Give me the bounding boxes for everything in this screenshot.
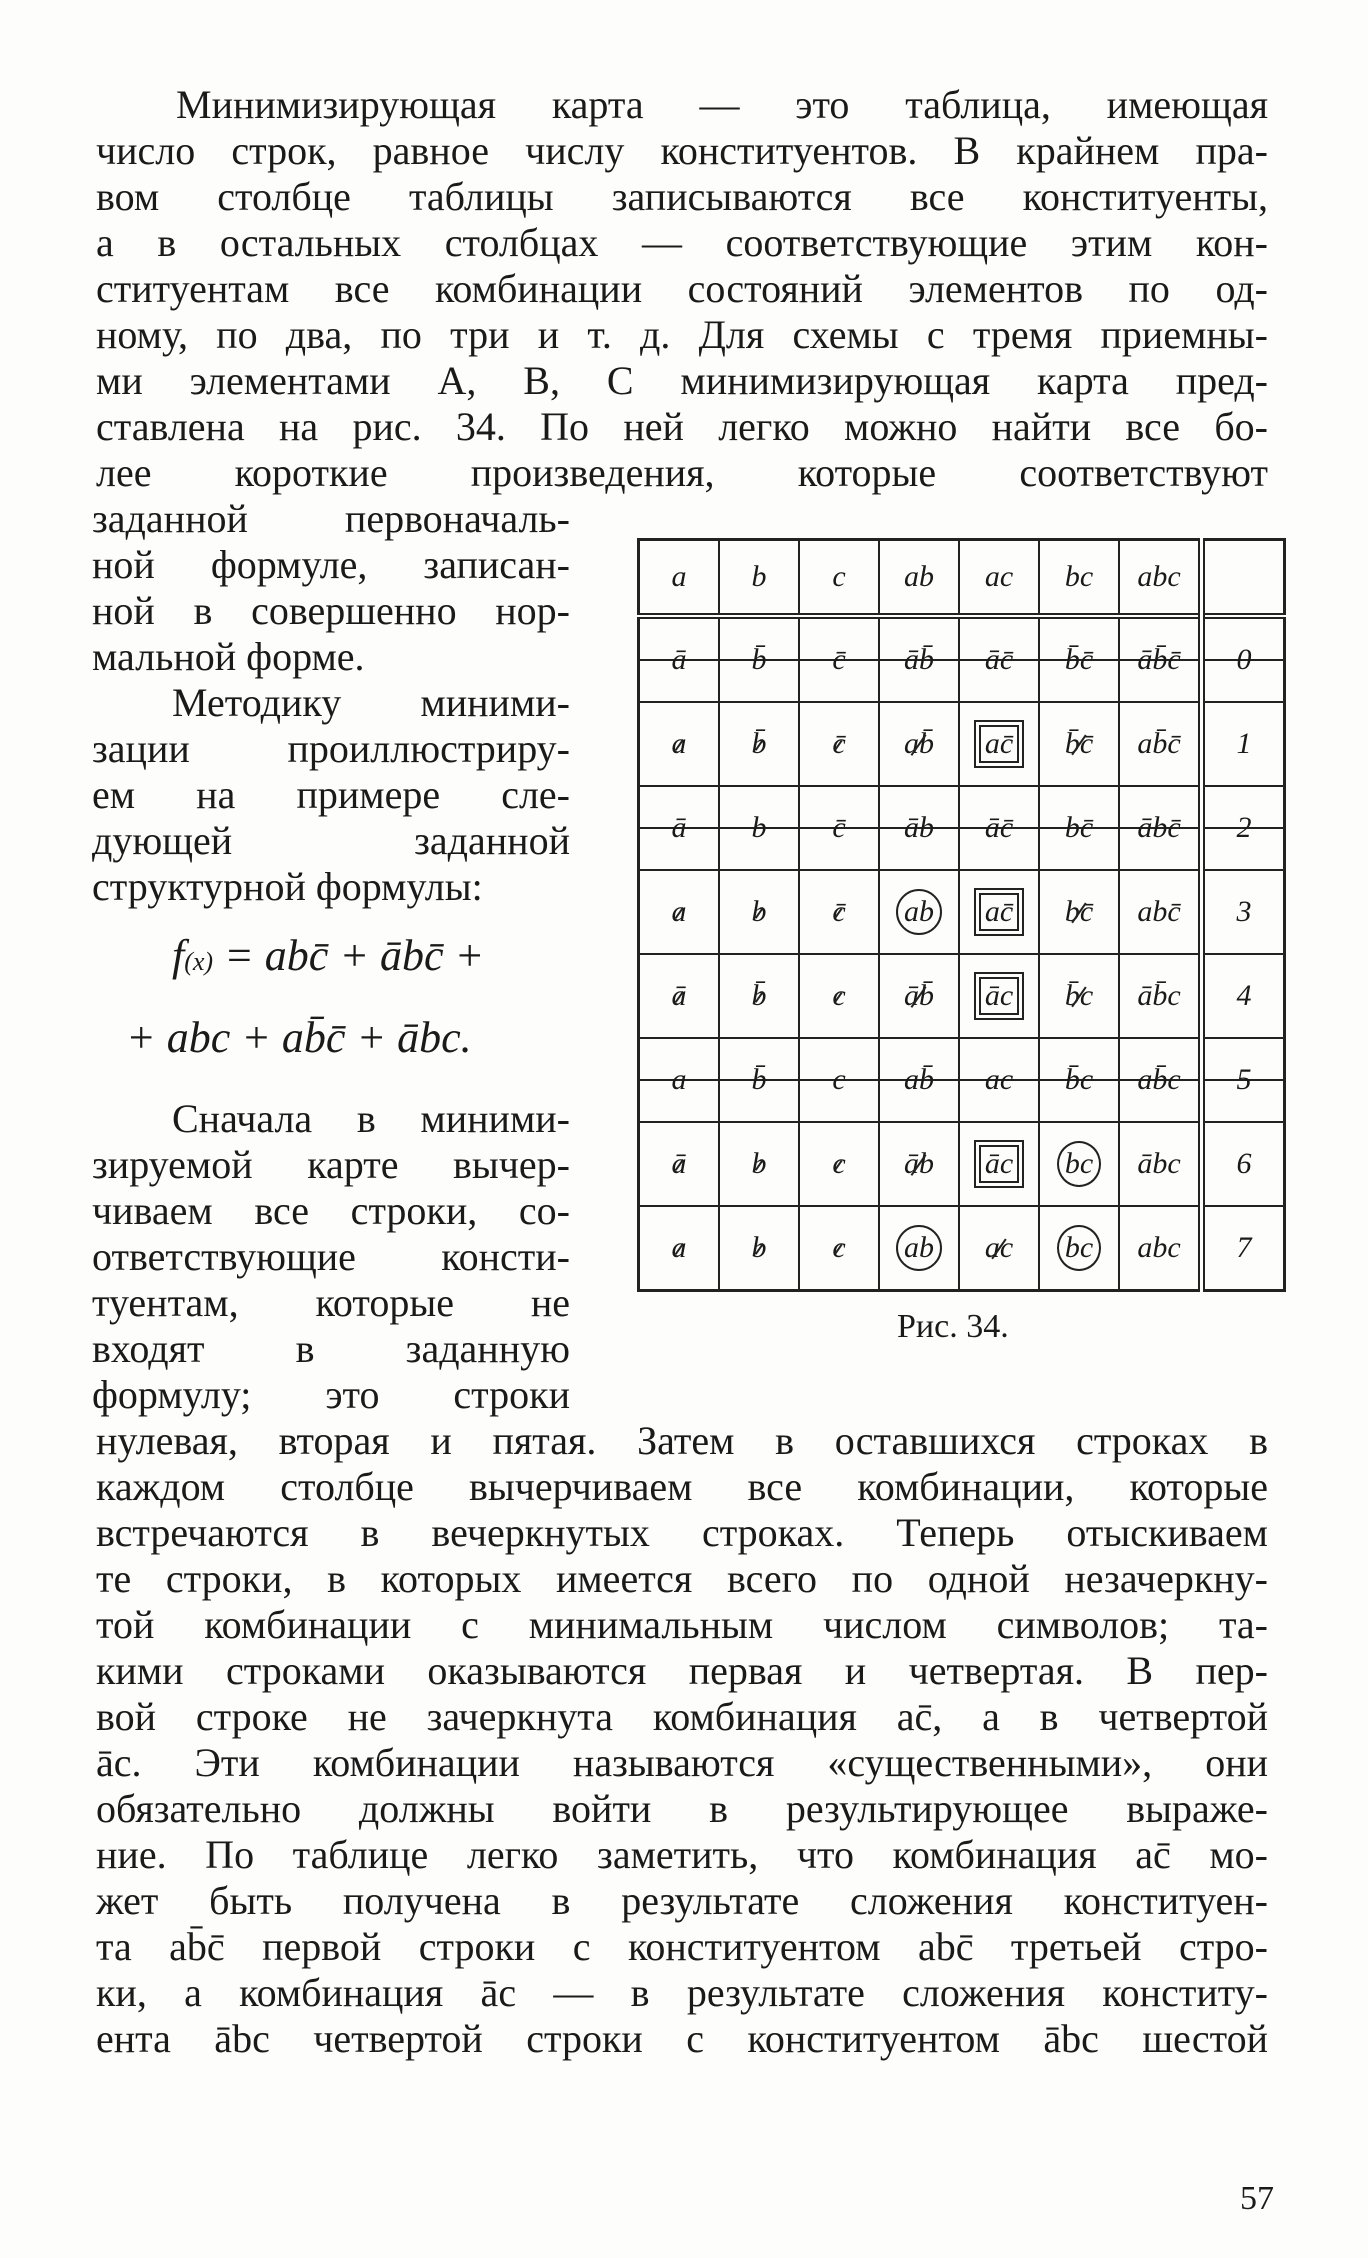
- cell-value: āb̄: [904, 979, 934, 1012]
- text-line: обязательно должны войти в результирующее выраже-: [96, 1786, 1268, 1831]
- table-cell: [719, 616, 799, 702]
- cell-value: āb̄c: [1137, 979, 1181, 1012]
- page-number: 57: [1240, 2180, 1274, 2217]
- table-cell: [719, 1038, 799, 1122]
- table-cell: [879, 870, 959, 954]
- figure-caption: Рис. 34.: [897, 1308, 1009, 1345]
- cell-value: āb̄c̄: [1137, 643, 1181, 676]
- table-cell: [1039, 1038, 1119, 1122]
- table-cell: [719, 870, 799, 954]
- cell-value: ab̄c: [1137, 1063, 1181, 1096]
- header-c: c: [799, 540, 879, 617]
- table-cell: [1119, 702, 1202, 786]
- cell-value: b̄c: [1064, 1063, 1094, 1096]
- table-cell: [1119, 1038, 1202, 1122]
- table-row: [639, 1038, 1285, 1122]
- cell-value: bc̄: [1064, 895, 1094, 928]
- row-number: 4: [1202, 954, 1285, 1038]
- table-cell: [879, 786, 959, 870]
- table-cell: [1039, 1122, 1119, 1206]
- cell-value: ac̄: [979, 725, 1019, 763]
- text-line: вом столбце таблицы записываются все конституенты,: [96, 174, 1268, 219]
- header-b: b: [719, 540, 799, 617]
- formula-line-2: + abc + ab̄c̄ + ābc.: [126, 1013, 472, 1062]
- text-line: те строки, в которых имеется всего по одной незачеркну-: [96, 1556, 1268, 1601]
- table-cell: [639, 616, 720, 702]
- cell-value: c̄: [832, 727, 846, 760]
- cell-value: c̄: [832, 895, 846, 928]
- cell-value: ac: [984, 1063, 1014, 1096]
- table-cell: [959, 1122, 1039, 1206]
- row-number: 3: [1202, 870, 1285, 954]
- table-cell: [879, 616, 959, 702]
- cell-value: c: [832, 979, 846, 1012]
- table-cell: [1039, 870, 1119, 954]
- text-line: ституентам все комбинации состояний элементов по од-: [96, 266, 1268, 311]
- cell-value: abc: [1137, 1231, 1181, 1264]
- table-cell: [959, 954, 1039, 1038]
- table-body: [639, 616, 1285, 1291]
- table-cell: [639, 786, 720, 870]
- cell-value: b: [751, 1231, 767, 1264]
- table-cell: [959, 1038, 1039, 1122]
- text-line: ента ābc четвертой строки с конституентом ābc шестой: [96, 2016, 1268, 2061]
- cell-value: abc̄: [1137, 895, 1181, 928]
- table-cell: [1119, 786, 1202, 870]
- cell-value: ā: [671, 1147, 687, 1180]
- table-cell: [1119, 870, 1202, 954]
- text-line: кими строками оказываются первая и четвертая. В пер-: [96, 1648, 1268, 1693]
- table-row: [639, 954, 1285, 1038]
- cell-value: a: [671, 1231, 687, 1264]
- table-cell: [639, 702, 720, 786]
- table-cell: [639, 870, 720, 954]
- cell-value: ab: [896, 1225, 942, 1271]
- table-cell: [879, 702, 959, 786]
- cell-value: b̄: [751, 979, 767, 1012]
- header-bc: bc: [1039, 540, 1119, 617]
- table-cell: [639, 1038, 720, 1122]
- cell-value: bc: [1057, 1141, 1101, 1187]
- text-line: ставлена на рис. 34. По ней легко можно найти все бо-: [96, 404, 1268, 449]
- table-cell: [879, 1206, 959, 1291]
- table-row: [639, 1122, 1285, 1206]
- cell-value: c̄: [832, 643, 846, 676]
- text-line: Минимизирующая карта — это таблица, имеющая: [176, 82, 1268, 127]
- table-cell: [719, 1206, 799, 1291]
- table-row: [639, 1206, 1285, 1291]
- table-cell: [959, 1206, 1039, 1291]
- text-line: ки, а комбинация āc — в результате сложения конститу-: [96, 1970, 1268, 2015]
- table-cell: [799, 1038, 879, 1122]
- text-line: ной формуле, записан-: [92, 542, 570, 587]
- text-line: зации проиллюстриру-: [92, 726, 570, 771]
- header-abc: abc: [1119, 540, 1202, 617]
- table-cell: [879, 1122, 959, 1206]
- header-ab: ab: [879, 540, 959, 617]
- text-line: туентам, которые не: [92, 1280, 570, 1325]
- text-line: ми элементами A, B, C минимизирующая карта пред-: [96, 358, 1268, 403]
- text-line: формулу; это строки: [92, 1372, 570, 1417]
- cell-value: ā: [671, 643, 687, 676]
- cell-value: b: [751, 811, 767, 844]
- table-cell: [879, 1038, 959, 1122]
- cell-value: c̄: [832, 811, 846, 844]
- cell-value: āc: [979, 1145, 1019, 1183]
- cell-value: ac: [984, 1231, 1014, 1264]
- table-cell: [719, 954, 799, 1038]
- formula-line-1: [172, 930, 484, 988]
- text-line: структурной формулы:: [92, 864, 483, 909]
- cell-value: a: [671, 727, 687, 760]
- cell-value: ābc̄: [1137, 811, 1181, 844]
- table-cell: [1119, 954, 1202, 1038]
- table-cell: [799, 870, 879, 954]
- table-row: [639, 616, 1285, 702]
- formula-rhs-1: = abc̄ + ābc̄ +: [224, 931, 485, 980]
- cell-value: ā: [671, 811, 687, 844]
- header-row-number: [1202, 540, 1285, 617]
- table-cell: [879, 954, 959, 1038]
- text-line: ответствующие консти-: [92, 1234, 570, 1279]
- table-cell: [1039, 702, 1119, 786]
- row-number: 5: [1202, 1038, 1285, 1122]
- table-cell: [959, 870, 1039, 954]
- text-line: ние. По таблице легко заметить, что комбинация ac̄ мо-: [96, 1832, 1268, 1877]
- table-cell: [799, 702, 879, 786]
- table-cell: [1039, 786, 1119, 870]
- table-cell: [799, 786, 879, 870]
- cell-value: ab: [896, 889, 942, 935]
- table-cell: [1039, 1206, 1119, 1291]
- cell-value: b: [751, 1147, 767, 1180]
- cell-value: a: [671, 895, 687, 928]
- text-line: число строк, равное числу конституентов. В крайнем пра-: [96, 128, 1268, 173]
- cell-value: āb: [904, 1147, 934, 1180]
- cell-value: b̄: [751, 727, 767, 760]
- table-cell: [639, 1122, 720, 1206]
- cell-value: bc: [1057, 1225, 1101, 1271]
- minimizing-map-table: [637, 538, 1286, 1292]
- text-line: ем на примере сле-: [92, 772, 570, 817]
- cell-value: āc̄: [984, 811, 1014, 844]
- table-cell: [1119, 1122, 1202, 1206]
- table-cell: [1119, 616, 1202, 702]
- cell-value: āc̄: [984, 643, 1014, 676]
- cell-value: b̄: [751, 643, 767, 676]
- table-cell: [719, 702, 799, 786]
- text-line: входят в заданную: [92, 1326, 570, 1371]
- text-line: жет быть получена в результате сложения конституен-: [96, 1878, 1268, 1923]
- cell-value: b: [751, 895, 767, 928]
- cell-value: ac̄: [979, 893, 1019, 931]
- formula-sub: (x): [184, 947, 214, 976]
- table-cell: [639, 1206, 720, 1291]
- table-cell: [1039, 954, 1119, 1038]
- cell-value: ā: [671, 979, 687, 1012]
- text-line: той комбинации с минимальным числом символов; та-: [96, 1602, 1268, 1647]
- row-number: 7: [1202, 1206, 1285, 1291]
- cell-value: c: [832, 1063, 846, 1096]
- cell-value: c: [832, 1231, 846, 1264]
- table-cell: [719, 1122, 799, 1206]
- text-line: Методику миними-: [172, 680, 570, 725]
- cell-value: ab̄: [904, 1063, 934, 1096]
- row-number: 1: [1202, 702, 1285, 786]
- table-cell: [799, 616, 879, 702]
- cell-value: āb: [904, 811, 934, 844]
- cell-value: b̄c̄: [1064, 643, 1094, 676]
- text-line: āc. Эти комбинации называются «существенными», они: [96, 1740, 1268, 1785]
- formula-f: f: [172, 931, 185, 980]
- header-a: a: [639, 540, 720, 617]
- cell-value: ab̄c̄: [1137, 727, 1181, 760]
- cell-value: āc: [979, 977, 1019, 1015]
- cell-value: ab̄: [904, 727, 934, 760]
- table-cell: [959, 616, 1039, 702]
- cell-value: bc̄: [1064, 811, 1094, 844]
- header-ac: ac: [959, 540, 1039, 617]
- cell-value: b̄c̄: [1064, 727, 1094, 760]
- table-header-row: [639, 540, 1285, 617]
- cell-value: a: [671, 1063, 687, 1096]
- row-number: 2: [1202, 786, 1285, 870]
- text-line: а в остальных столбцах — соответствующие этим кон-: [96, 220, 1268, 265]
- text-line: ной в совершенно нор-: [92, 588, 570, 633]
- text-line: каждом столбце вычерчиваем все комбинации, которые: [96, 1464, 1268, 1509]
- table-cell: [799, 1122, 879, 1206]
- table-cell: [719, 786, 799, 870]
- text-line: ному, по два, по три и т. д. Для схемы с тремя приемны-: [96, 312, 1268, 357]
- text-line: Сначала в миними-: [172, 1096, 570, 1141]
- text-line: встречаются в вечеркнутых строках. Теперь отыскиваем: [96, 1510, 1268, 1555]
- row-number: 6: [1202, 1122, 1285, 1206]
- text-line: вой строке не зачеркнута комбинация ac̄, а в четвертой: [96, 1694, 1268, 1739]
- cell-value: b̄c: [1064, 979, 1094, 1012]
- text-line: та ab̄c̄ первой строки с конституентом abc̄ третьей стро-: [96, 1924, 1268, 1969]
- row-number: 0: [1202, 616, 1285, 702]
- table-cell: [959, 702, 1039, 786]
- table-row: [639, 870, 1285, 954]
- text-line: зируемой карте вычер-: [92, 1142, 570, 1187]
- cell-value: c: [832, 1147, 846, 1180]
- table-cell: [799, 954, 879, 1038]
- text-line: чиваем все строки, со-: [92, 1188, 570, 1233]
- table-cell: [1119, 1206, 1202, 1291]
- text-line: заданной первоначаль-: [92, 496, 570, 541]
- table-row: [639, 702, 1285, 786]
- table-cell: [639, 954, 720, 1038]
- text-line: мальной форме.: [92, 634, 365, 679]
- cell-value: b̄: [751, 1063, 767, 1096]
- text-line: нулевая, вторая и пятая. Затем в оставшихся строках в: [96, 1418, 1268, 1463]
- table-cell: [959, 786, 1039, 870]
- text-line: дующей заданной: [92, 818, 570, 863]
- table-cell: [799, 1206, 879, 1291]
- text-line: лее короткие произведения, которые соответствуют: [96, 450, 1268, 495]
- table-cell: [1039, 616, 1119, 702]
- cell-value: āb̄: [904, 643, 934, 676]
- table-row: [639, 786, 1285, 870]
- cell-value: ābc: [1137, 1147, 1181, 1180]
